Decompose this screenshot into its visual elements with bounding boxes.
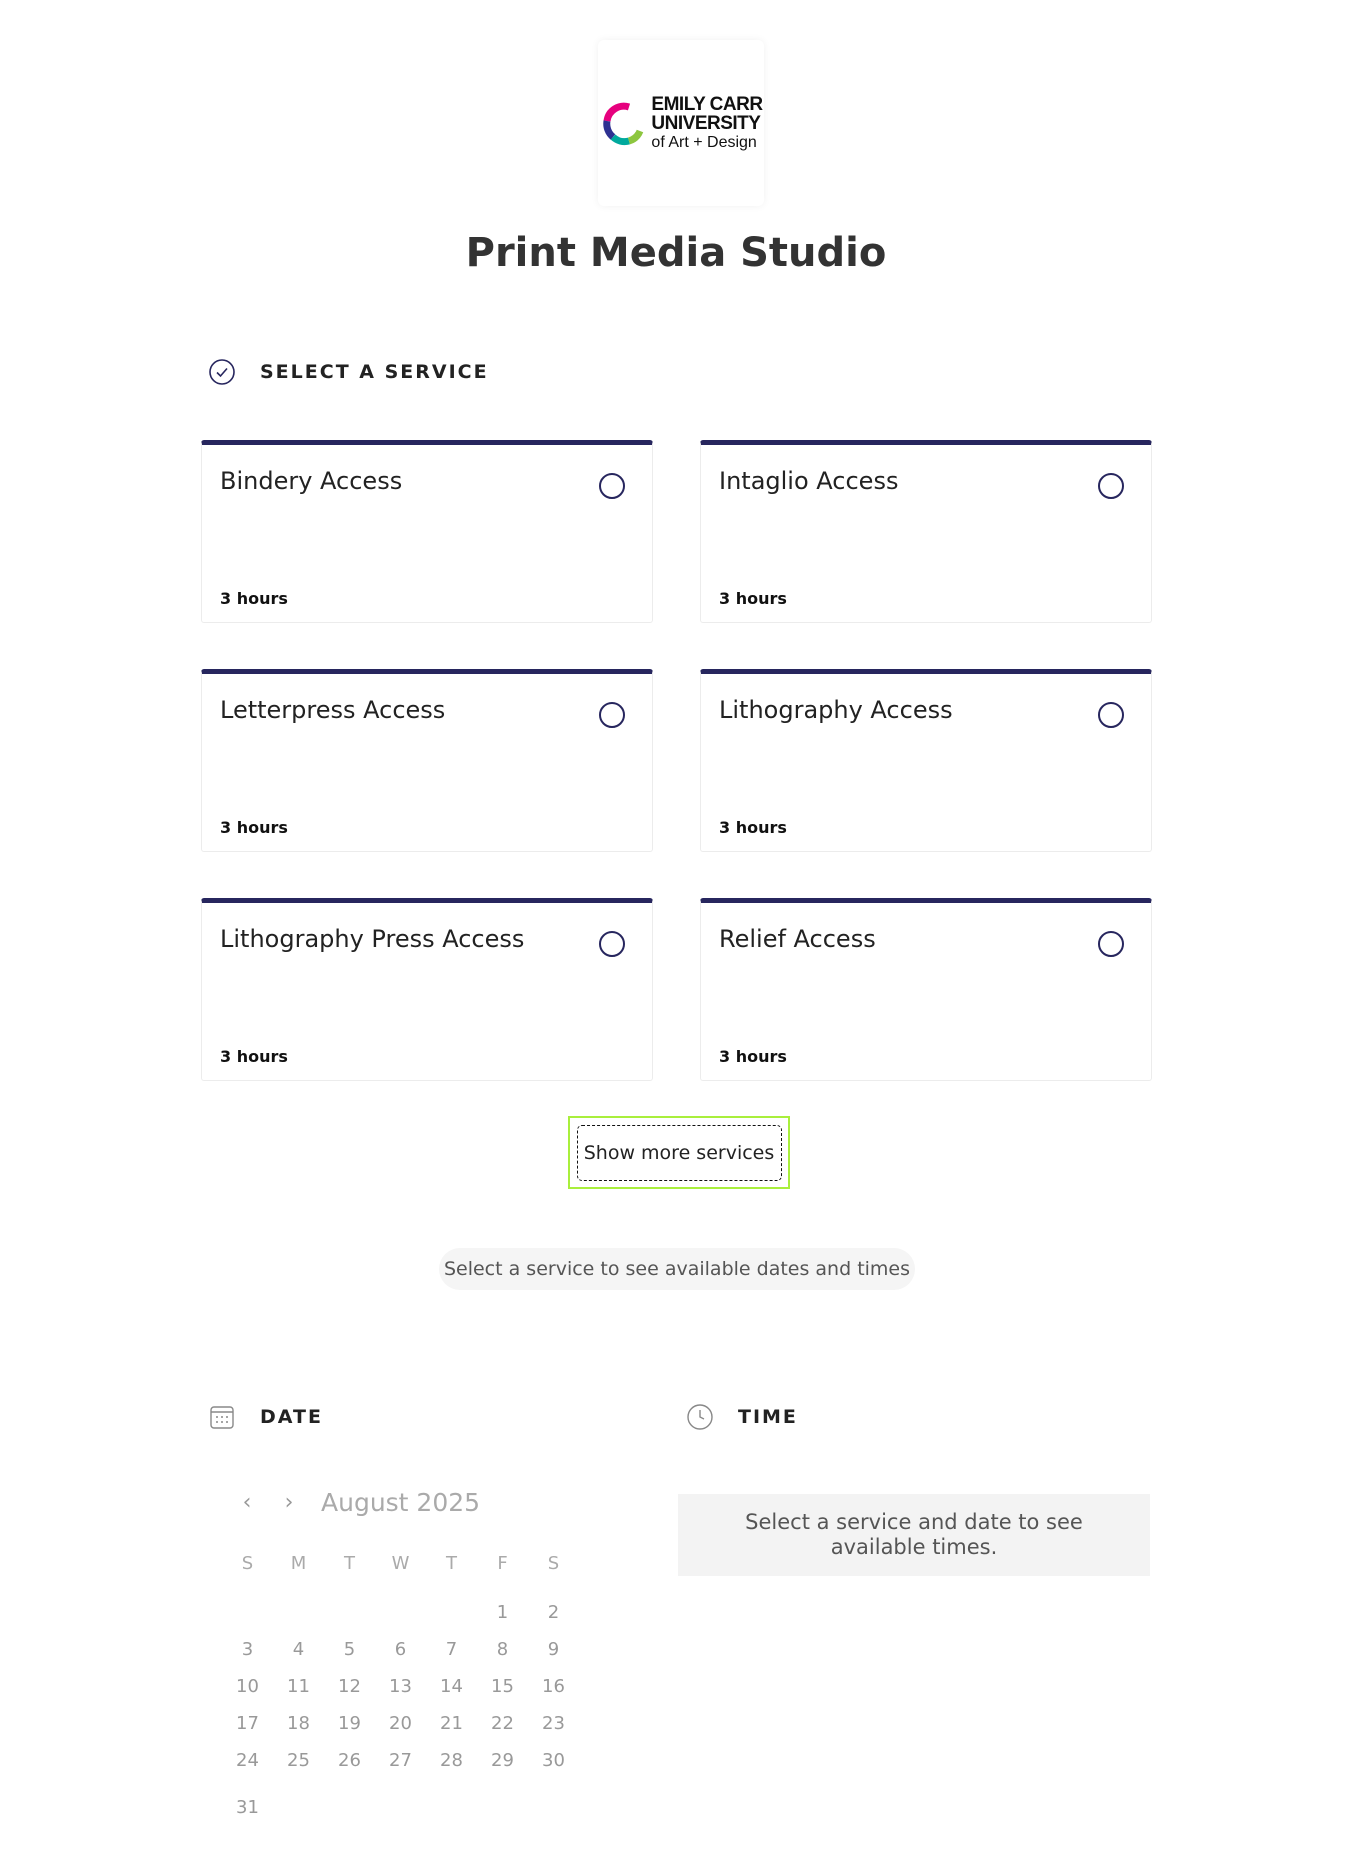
service-name: Lithography Press Access [220,925,525,953]
calendar-day[interactable]: 25 [287,1750,310,1771]
calendar-day[interactable]: 21 [440,1713,463,1734]
weekday-label: W [391,1553,410,1574]
calendar-day[interactable]: 15 [491,1676,514,1697]
select-service-hint: Select a service to see available dates and times [439,1248,915,1290]
weekday-header-row [222,1545,582,1582]
service-card-relief[interactable] [700,898,1152,1081]
date-section-header [208,1403,323,1431]
weekday-label: S [547,1553,560,1574]
service-radio[interactable] [599,931,625,957]
calendar-day[interactable]: 2 [547,1602,560,1623]
calendar-day[interactable]: 17 [236,1713,259,1734]
calendar-day[interactable]: 27 [389,1750,412,1771]
calendar-day[interactable]: 5 [343,1639,356,1660]
logo-text-line2: UNIVERSITY [651,113,761,134]
time-availability-message: Select a service and date to see available times. [678,1494,1150,1576]
calendar-week-row [222,1631,582,1668]
weekday-label: T [446,1553,457,1574]
calendar-day[interactable]: 20 [389,1713,412,1734]
service-card-lithography-press[interactable] [201,898,653,1081]
calendar-day[interactable]: 24 [236,1750,259,1771]
time-label: TIME [738,1406,798,1428]
logo-mark-icon [599,99,647,147]
calendar-month-title: August 2025 [321,1488,481,1517]
calendar-day[interactable]: 31 [236,1797,259,1818]
calendar-day[interactable]: 30 [542,1750,565,1771]
logo [598,40,764,206]
logo-text-line3: of Art + Design [651,134,757,151]
service-duration: 3 hours [220,1047,288,1066]
service-duration: 3 hours [719,589,787,608]
clock-icon [686,1403,714,1431]
service-duration: 3 hours [220,589,288,608]
service-radio[interactable] [599,702,625,728]
check-circle-icon [208,358,236,386]
service-duration: 3 hours [719,1047,787,1066]
service-duration: 3 hours [220,818,288,837]
calendar-day[interactable]: 26 [338,1750,361,1771]
service-list [201,440,1152,1081]
calendar-day[interactable]: 23 [542,1713,565,1734]
weekday-label: S [241,1553,254,1574]
service-card-intaglio[interactable] [700,440,1152,623]
calendar-day[interactable]: 12 [338,1676,361,1697]
service-radio[interactable] [1098,473,1124,499]
calendar-day[interactable]: 4 [292,1639,305,1660]
calendar-day[interactable]: 3 [241,1639,254,1660]
calendar-week-row [222,1594,582,1631]
service-radio[interactable] [1098,702,1124,728]
date-label: DATE [260,1406,323,1428]
calendar-day[interactable]: 7 [445,1639,458,1660]
calendar-day[interactable]: 10 [236,1676,259,1697]
calendar-day[interactable]: 14 [440,1676,463,1697]
calendar-week-row [222,1705,582,1742]
service-name: Bindery Access [220,467,403,495]
chevron-left-icon[interactable]: ‹ [242,1490,252,1515]
calendar-icon [208,1403,236,1431]
calendar-week-row [222,1668,582,1705]
logo-text-line1: EMILY CARR [651,94,763,115]
calendar-day[interactable]: 16 [542,1676,565,1697]
service-radio[interactable] [1098,931,1124,957]
calendar-day[interactable]: 28 [440,1750,463,1771]
time-section-header [686,1403,798,1431]
select-service-label: SELECT A SERVICE [260,361,489,383]
weekday-label: F [497,1553,508,1574]
page-title: Print Media Studio [465,230,887,276]
service-card-lithography[interactable] [700,669,1152,852]
service-name: Lithography Access [719,696,953,724]
calendar-day[interactable]: 11 [287,1676,310,1697]
calendar-week-row [222,1742,582,1779]
calendar-day[interactable]: 22 [491,1713,514,1734]
weekday-label: M [290,1553,307,1574]
calendar-grid [222,1545,582,1826]
calendar-week-row [222,1789,582,1826]
calendar-day[interactable]: 6 [394,1639,407,1660]
service-name: Letterpress Access [220,696,446,724]
calendar-day[interactable]: 1 [496,1602,509,1623]
service-duration: 3 hours [719,818,787,837]
calendar-day[interactable]: 8 [496,1639,509,1660]
service-radio[interactable] [599,473,625,499]
select-service-header [208,358,489,386]
service-name: Relief Access [719,925,876,953]
show-more-services-button[interactable]: Show more services [577,1125,782,1181]
calendar-day[interactable]: 13 [389,1676,412,1697]
service-name: Intaglio Access [719,467,899,495]
show-more-focus-ring [568,1116,790,1189]
chevron-right-icon[interactable]: › [284,1490,294,1515]
calendar-day[interactable]: 19 [338,1713,361,1734]
weekday-label: T [344,1553,355,1574]
calendar-navigation [233,1488,480,1517]
service-card-bindery[interactable] [201,440,653,623]
calendar-day[interactable]: 9 [547,1639,560,1660]
calendar-day[interactable]: 18 [287,1713,310,1734]
calendar-day[interactable]: 29 [491,1750,514,1771]
service-card-letterpress[interactable] [201,669,653,852]
